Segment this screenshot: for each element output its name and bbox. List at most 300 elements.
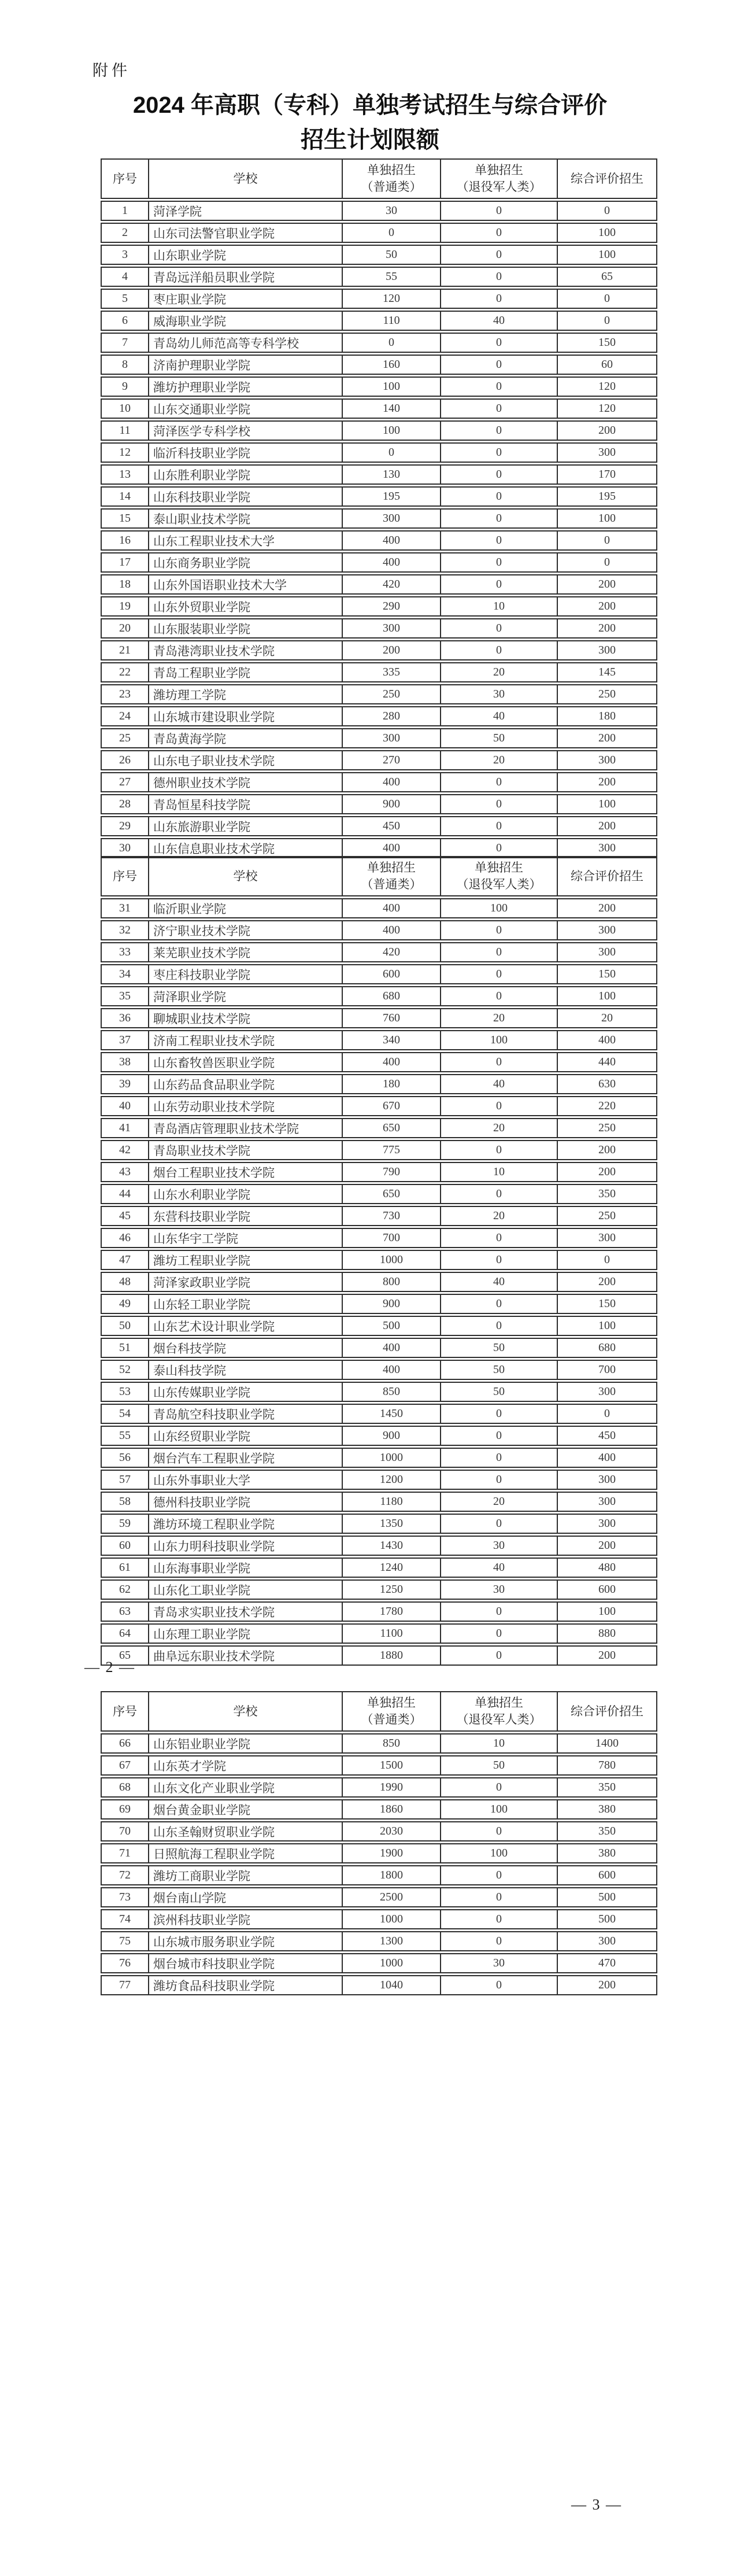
comprehensive-quota-cell: 100 — [557, 794, 657, 814]
table-row — [101, 1953, 657, 1973]
veteran-quota-cell: 0 — [440, 1096, 557, 1116]
row-index-cell: 23 — [101, 684, 148, 704]
general-quota-cell: 30 — [342, 201, 440, 221]
row-index-cell: 61 — [101, 1558, 148, 1578]
header-row-index: 序号 — [101, 158, 148, 199]
page-3-number: — 3 — — [571, 2496, 622, 2513]
school-name-cell: 济南工程职业技术学院 — [148, 1030, 342, 1050]
school-name-cell: 青岛酒店管理职业技术学院 — [148, 1118, 342, 1138]
general-quota-cell: 900 — [342, 1294, 440, 1314]
table-row — [101, 942, 657, 962]
general-quota-cell: 55 — [342, 267, 440, 287]
school-name-cell: 菏泽医学专科学校 — [148, 420, 342, 441]
comprehensive-quota-cell: 600 — [557, 1579, 657, 1600]
veteran-quota-cell: 0 — [440, 377, 557, 397]
comprehensive-quota-cell: 480 — [557, 1558, 657, 1578]
comprehensive-quota-cell: 250 — [557, 1118, 657, 1138]
table-row — [101, 530, 657, 551]
row-index-cell: 57 — [101, 1470, 148, 1490]
general-quota-cell: 100 — [342, 420, 440, 441]
general-quota-cell: 0 — [342, 333, 440, 353]
table-row — [101, 333, 657, 353]
veteran-quota-cell: 0 — [440, 1821, 557, 1841]
veteran-quota-cell: 0 — [440, 1184, 557, 1204]
row-index-cell: 34 — [101, 964, 148, 984]
comprehensive-quota-cell: 150 — [557, 1294, 657, 1314]
row-index-cell: 43 — [101, 1162, 148, 1182]
row-index-cell: 19 — [101, 596, 148, 617]
comprehensive-quota-cell: 65 — [557, 267, 657, 287]
general-quota-cell: 1880 — [342, 1645, 440, 1666]
veteran-quota-cell: 0 — [440, 574, 557, 595]
row-index-cell: 51 — [101, 1338, 148, 1358]
table-row — [101, 816, 657, 836]
table-row — [101, 1030, 657, 1050]
table-row — [101, 1558, 657, 1578]
general-quota-cell: 850 — [342, 1733, 440, 1754]
row-index-cell: 63 — [101, 1601, 148, 1622]
school-name-cell: 山东司法警官职业学院 — [148, 223, 342, 243]
table-row — [101, 1865, 657, 1885]
table-header-row — [101, 856, 657, 896]
veteran-quota-cell: 30 — [440, 1953, 557, 1973]
veteran-quota-cell: 20 — [440, 1008, 557, 1028]
row-index-cell: 65 — [101, 1645, 148, 1666]
comprehensive-quota-cell: 100 — [557, 1316, 657, 1336]
table-row — [101, 618, 657, 639]
row-index-cell: 50 — [101, 1316, 148, 1336]
veteran-quota-cell: 0 — [440, 640, 557, 660]
general-quota-cell: 50 — [342, 245, 440, 265]
comprehensive-quota-cell: 250 — [557, 1206, 657, 1226]
comprehensive-quota-cell: 0 — [557, 311, 657, 331]
school-name-cell: 山东胜利职业学院 — [148, 464, 342, 485]
document-title-line1: 2024 年高职（专科）单独考试招生与综合评价 — [132, 93, 608, 118]
comprehensive-quota-cell: 100 — [557, 1601, 657, 1622]
row-index-cell: 1 — [101, 201, 148, 221]
comprehensive-quota-cell: 700 — [557, 1360, 657, 1380]
school-name-cell: 潍坊理工学院 — [148, 684, 342, 704]
school-name-cell: 青岛远洋船员职业学院 — [148, 267, 342, 287]
veteran-quota-cell: 0 — [440, 464, 557, 485]
general-quota-cell: 1240 — [342, 1558, 440, 1578]
general-quota-cell: 1430 — [342, 1536, 440, 1556]
table-row — [101, 898, 657, 918]
veteran-quota-cell: 0 — [440, 333, 557, 353]
table-row — [101, 1492, 657, 1512]
row-index-cell: 69 — [101, 1799, 148, 1820]
comprehensive-quota-cell: 250 — [557, 684, 657, 704]
general-quota-cell: 130 — [342, 464, 440, 485]
row-index-cell: 42 — [101, 1140, 148, 1160]
table-row — [101, 1008, 657, 1028]
school-name-cell: 山东旅游职业学院 — [148, 816, 342, 836]
comprehensive-quota-cell: 500 — [557, 1887, 657, 1907]
table-row — [101, 920, 657, 940]
header-school: 学校 — [148, 158, 342, 199]
table-row — [101, 1206, 657, 1226]
comprehensive-quota-cell: 300 — [557, 1492, 657, 1512]
veteran-quota-cell: 0 — [440, 1294, 557, 1314]
school-name-cell: 青岛职业技术学院 — [148, 1140, 342, 1160]
general-quota-cell: 1000 — [342, 1448, 440, 1468]
school-name-cell: 枣庄职业学院 — [148, 289, 342, 309]
general-quota-cell: 1000 — [342, 1909, 440, 1929]
comprehensive-quota-cell: 100 — [557, 223, 657, 243]
comprehensive-quota-cell: 300 — [557, 838, 657, 858]
school-name-cell: 山东外贸职业学院 — [148, 596, 342, 617]
veteran-quota-cell: 0 — [440, 1777, 557, 1798]
veteran-quota-cell: 0 — [440, 267, 557, 287]
veteran-quota-cell: 100 — [440, 1030, 557, 1050]
general-quota-cell: 775 — [342, 1140, 440, 1160]
comprehensive-quota-cell: 200 — [557, 1162, 657, 1182]
veteran-quota-cell: 0 — [440, 618, 557, 639]
veteran-quota-cell: 0 — [440, 1514, 557, 1534]
header-single-veteran — [440, 1691, 557, 1732]
comprehensive-quota-cell: 400 — [557, 1030, 657, 1050]
veteran-quota-cell: 0 — [440, 1931, 557, 1951]
comprehensive-quota-cell: 200 — [557, 728, 657, 748]
row-index-cell: 46 — [101, 1228, 148, 1248]
veteran-quota-cell: 0 — [440, 1975, 557, 1995]
row-index-cell: 45 — [101, 1206, 148, 1226]
school-name-cell: 临沂科技职业学院 — [148, 442, 342, 463]
row-index-cell: 47 — [101, 1250, 148, 1270]
table-row — [101, 794, 657, 814]
general-quota-cell: 400 — [342, 920, 440, 940]
header-single-general-line2: （普通类） — [361, 180, 422, 194]
school-name-cell: 青岛恒星科技学院 — [148, 794, 342, 814]
document-title-line2: 招生计划限额 — [301, 127, 439, 153]
veteran-quota-cell: 0 — [440, 920, 557, 940]
row-index-cell: 17 — [101, 552, 148, 573]
veteran-quota-cell: 0 — [440, 1470, 557, 1490]
comprehensive-quota-cell: 0 — [557, 552, 657, 573]
veteran-quota-cell: 0 — [440, 838, 557, 858]
general-quota-cell: 650 — [342, 1184, 440, 1204]
table-row — [101, 1250, 657, 1270]
school-name-cell: 山东电子职业技术学院 — [148, 750, 342, 770]
row-index-cell: 55 — [101, 1426, 148, 1446]
row-index-cell: 15 — [101, 508, 148, 529]
comprehensive-quota-cell: 200 — [557, 1975, 657, 1995]
school-name-cell: 山东职业学院 — [148, 245, 342, 265]
school-name-cell: 泰山科技学院 — [148, 1360, 342, 1380]
row-index-cell: 38 — [101, 1052, 148, 1072]
comprehensive-quota-cell: 0 — [557, 530, 657, 551]
table-row — [101, 1382, 657, 1402]
comprehensive-quota-cell: 350 — [557, 1777, 657, 1798]
comprehensive-quota-cell: 100 — [557, 986, 657, 1006]
table-row — [101, 355, 657, 375]
school-name-cell: 山东力明科技职业学院 — [148, 1536, 342, 1556]
row-index-cell: 53 — [101, 1382, 148, 1402]
veteran-quota-cell: 10 — [440, 1162, 557, 1182]
table-row — [101, 706, 657, 726]
table-row — [101, 1338, 657, 1358]
veteran-quota-cell: 50 — [440, 728, 557, 748]
general-quota-cell: 900 — [342, 1426, 440, 1446]
school-name-cell: 山东圣翰财贸职业学院 — [148, 1821, 342, 1841]
row-index-cell: 30 — [101, 838, 148, 858]
comprehensive-quota-cell: 200 — [557, 1536, 657, 1556]
header-single-veteran — [440, 158, 557, 199]
comprehensive-quota-cell: 145 — [557, 662, 657, 682]
general-quota-cell: 120 — [342, 289, 440, 309]
comprehensive-quota-cell: 300 — [557, 750, 657, 770]
row-index-cell: 73 — [101, 1887, 148, 1907]
header-single-veteran-line2: （退役军人类） — [456, 1713, 542, 1726]
comprehensive-quota-cell: 300 — [557, 1382, 657, 1402]
school-name-cell: 山东理工职业学院 — [148, 1623, 342, 1644]
school-name-cell: 青岛航空科技职业学院 — [148, 1404, 342, 1424]
row-index-cell: 6 — [101, 311, 148, 331]
row-index-cell: 35 — [101, 986, 148, 1006]
general-quota-cell: 400 — [342, 1360, 440, 1380]
veteran-quota-cell: 40 — [440, 311, 557, 331]
school-name-cell: 山东城市建设职业学院 — [148, 706, 342, 726]
school-name-cell: 青岛黄海学院 — [148, 728, 342, 748]
school-name-cell: 山东外事职业大学 — [148, 1470, 342, 1490]
veteran-quota-cell: 0 — [440, 355, 557, 375]
row-index-cell: 4 — [101, 267, 148, 287]
header-single-general — [342, 158, 440, 199]
school-name-cell: 山东服装职业学院 — [148, 618, 342, 639]
row-index-cell: 18 — [101, 574, 148, 595]
school-name-cell: 山东信息职业技术学院 — [148, 838, 342, 858]
school-name-cell: 德州科技职业学院 — [148, 1492, 342, 1512]
veteran-quota-cell: 0 — [440, 1865, 557, 1885]
veteran-quota-cell: 100 — [440, 898, 557, 918]
table-row — [101, 1601, 657, 1622]
row-index-cell: 54 — [101, 1404, 148, 1424]
row-index-cell: 64 — [101, 1623, 148, 1644]
row-index-cell: 62 — [101, 1579, 148, 1600]
row-index-cell: 3 — [101, 245, 148, 265]
row-index-cell: 52 — [101, 1360, 148, 1380]
general-quota-cell: 200 — [342, 640, 440, 660]
comprehensive-quota-cell: 180 — [557, 706, 657, 726]
general-quota-cell: 160 — [342, 355, 440, 375]
comprehensive-quota-cell: 200 — [557, 420, 657, 441]
table-row — [101, 486, 657, 507]
table-row — [101, 245, 657, 265]
school-name-cell: 山东科技职业学院 — [148, 486, 342, 507]
table-row — [101, 772, 657, 792]
header-single-general-line1: 单独招生 — [367, 861, 416, 874]
general-quota-cell: 1000 — [342, 1250, 440, 1270]
school-name-cell: 烟台城市科技职业学院 — [148, 1953, 342, 1973]
row-index-cell: 74 — [101, 1909, 148, 1929]
school-name-cell: 山东水利职业学院 — [148, 1184, 342, 1204]
header-single-veteran — [440, 856, 557, 896]
general-quota-cell: 790 — [342, 1162, 440, 1182]
enrollment-quota-table-3 — [101, 1689, 657, 1997]
general-quota-cell: 2500 — [342, 1887, 440, 1907]
general-quota-cell: 340 — [342, 1030, 440, 1050]
veteran-quota-cell: 0 — [440, 772, 557, 792]
school-name-cell: 山东文化产业职业学院 — [148, 1777, 342, 1798]
row-index-cell: 7 — [101, 333, 148, 353]
attachment-label: 附件 — [92, 62, 131, 79]
general-quota-cell: 1350 — [342, 1514, 440, 1534]
row-index-cell: 14 — [101, 486, 148, 507]
school-name-cell: 山东经贸职业学院 — [148, 1426, 342, 1446]
comprehensive-quota-cell: 630 — [557, 1074, 657, 1094]
comprehensive-quota-cell: 150 — [557, 333, 657, 353]
row-index-cell: 70 — [101, 1821, 148, 1841]
table-row — [101, 1514, 657, 1534]
row-index-cell: 5 — [101, 289, 148, 309]
school-name-cell: 山东海事职业学院 — [148, 1558, 342, 1578]
table-row — [101, 574, 657, 595]
row-index-cell: 11 — [101, 420, 148, 441]
comprehensive-quota-cell: 20 — [557, 1008, 657, 1028]
row-index-cell: 2 — [101, 223, 148, 243]
veteran-quota-cell: 0 — [440, 1426, 557, 1446]
school-name-cell: 山东英才学院 — [148, 1755, 342, 1776]
veteran-quota-cell: 0 — [440, 1887, 557, 1907]
comprehensive-quota-cell: 170 — [557, 464, 657, 485]
veteran-quota-cell: 20 — [440, 1118, 557, 1138]
general-quota-cell: 1100 — [342, 1623, 440, 1644]
general-quota-cell: 300 — [342, 618, 440, 639]
comprehensive-quota-cell: 300 — [557, 640, 657, 660]
general-quota-cell: 180 — [342, 1074, 440, 1094]
general-quota-cell: 300 — [342, 508, 440, 529]
row-index-cell: 76 — [101, 1953, 148, 1973]
row-index-cell: 27 — [101, 772, 148, 792]
comprehensive-quota-cell: 780 — [557, 1755, 657, 1776]
general-quota-cell: 1990 — [342, 1777, 440, 1798]
table-row — [101, 267, 657, 287]
comprehensive-quota-cell: 200 — [557, 1645, 657, 1666]
veteran-quota-cell: 0 — [440, 398, 557, 419]
table-row — [101, 1184, 657, 1204]
general-quota-cell: 1860 — [342, 1799, 440, 1820]
table-row — [101, 1579, 657, 1600]
comprehensive-quota-cell: 680 — [557, 1338, 657, 1358]
school-name-cell: 烟台南山学院 — [148, 1887, 342, 1907]
school-name-cell: 烟台工程职业技术学院 — [148, 1162, 342, 1182]
school-name-cell: 烟台汽车工程职业学院 — [148, 1448, 342, 1468]
row-index-cell: 25 — [101, 728, 148, 748]
veteran-quota-cell: 100 — [440, 1843, 557, 1863]
comprehensive-quota-cell: 350 — [557, 1184, 657, 1204]
general-quota-cell: 290 — [342, 596, 440, 617]
header-comprehensive: 综合评价招生 — [557, 856, 657, 896]
veteran-quota-cell: 20 — [440, 1206, 557, 1226]
general-quota-cell: 670 — [342, 1096, 440, 1116]
table-row — [101, 223, 657, 243]
table-row — [101, 1975, 657, 1995]
table-row — [101, 1052, 657, 1072]
row-index-cell: 56 — [101, 1448, 148, 1468]
table-row — [101, 1909, 657, 1929]
veteran-quota-cell: 20 — [440, 1492, 557, 1512]
header-single-veteran-line1: 单独招生 — [475, 163, 523, 177]
comprehensive-quota-cell: 450 — [557, 1426, 657, 1446]
comprehensive-quota-cell: 350 — [557, 1821, 657, 1841]
row-index-cell: 44 — [101, 1184, 148, 1204]
comprehensive-quota-cell: 200 — [557, 772, 657, 792]
general-quota-cell: 1900 — [342, 1843, 440, 1863]
row-index-cell: 13 — [101, 464, 148, 485]
school-name-cell: 德州职业技术学院 — [148, 772, 342, 792]
veteran-quota-cell: 0 — [440, 1228, 557, 1248]
header-single-veteran-line2: （退役军人类） — [456, 877, 542, 891]
general-quota-cell: 0 — [342, 442, 440, 463]
general-quota-cell: 500 — [342, 1316, 440, 1336]
school-name-cell: 山东药品食品职业学院 — [148, 1074, 342, 1094]
general-quota-cell: 100 — [342, 377, 440, 397]
general-quota-cell: 400 — [342, 1338, 440, 1358]
school-name-cell: 山东工程职业技术大学 — [148, 530, 342, 551]
school-name-cell: 山东铝业职业学院 — [148, 1733, 342, 1754]
veteran-quota-cell: 20 — [440, 662, 557, 682]
general-quota-cell: 450 — [342, 816, 440, 836]
row-index-cell: 37 — [101, 1030, 148, 1050]
veteran-quota-cell: 0 — [440, 794, 557, 814]
header-single-general — [342, 856, 440, 896]
veteran-quota-cell: 40 — [440, 1074, 557, 1094]
table-row — [101, 1470, 657, 1490]
row-index-cell: 22 — [101, 662, 148, 682]
school-name-cell: 菏泽家政职业学院 — [148, 1272, 342, 1292]
general-quota-cell: 730 — [342, 1206, 440, 1226]
veteran-quota-cell: 0 — [440, 1140, 557, 1160]
school-name-cell: 聊城职业技术学院 — [148, 1008, 342, 1028]
school-name-cell: 山东传媒职业学院 — [148, 1382, 342, 1402]
comprehensive-quota-cell: 150 — [557, 964, 657, 984]
comprehensive-quota-cell: 220 — [557, 1096, 657, 1116]
comprehensive-quota-cell: 200 — [557, 1140, 657, 1160]
row-index-cell: 20 — [101, 618, 148, 639]
table-row — [101, 1536, 657, 1556]
header-single-general-line2: （普通类） — [361, 877, 422, 891]
table-row — [101, 1887, 657, 1907]
comprehensive-quota-cell: 0 — [557, 1404, 657, 1424]
school-name-cell: 山东交通职业学院 — [148, 398, 342, 419]
table-row — [101, 1118, 657, 1138]
general-quota-cell: 400 — [342, 530, 440, 551]
comprehensive-quota-cell: 400 — [557, 1448, 657, 1468]
header-comprehensive: 综合评价招生 — [557, 158, 657, 199]
veteran-quota-cell: 30 — [440, 1536, 557, 1556]
comprehensive-quota-cell: 0 — [557, 1250, 657, 1270]
school-name-cell: 潍坊环境工程职业学院 — [148, 1514, 342, 1534]
school-name-cell: 潍坊食品科技职业学院 — [148, 1975, 342, 1995]
comprehensive-quota-cell: 300 — [557, 442, 657, 463]
school-name-cell: 青岛求实职业技术学院 — [148, 1601, 342, 1622]
veteran-quota-cell: 0 — [440, 442, 557, 463]
header-single-veteran-line2: （退役军人类） — [456, 180, 542, 194]
veteran-quota-cell: 30 — [440, 684, 557, 704]
school-name-cell: 山东畜牧兽医职业学院 — [148, 1052, 342, 1072]
row-index-cell: 71 — [101, 1843, 148, 1863]
header-row-index: 序号 — [101, 856, 148, 896]
school-name-cell: 山东商务职业学院 — [148, 552, 342, 573]
table-row — [101, 1228, 657, 1248]
comprehensive-quota-cell: 600 — [557, 1865, 657, 1885]
comprehensive-quota-cell: 380 — [557, 1799, 657, 1820]
row-index-cell: 40 — [101, 1096, 148, 1116]
general-quota-cell: 270 — [342, 750, 440, 770]
general-quota-cell: 1180 — [342, 1492, 440, 1512]
row-index-cell: 9 — [101, 377, 148, 397]
veteran-quota-cell: 50 — [440, 1360, 557, 1380]
